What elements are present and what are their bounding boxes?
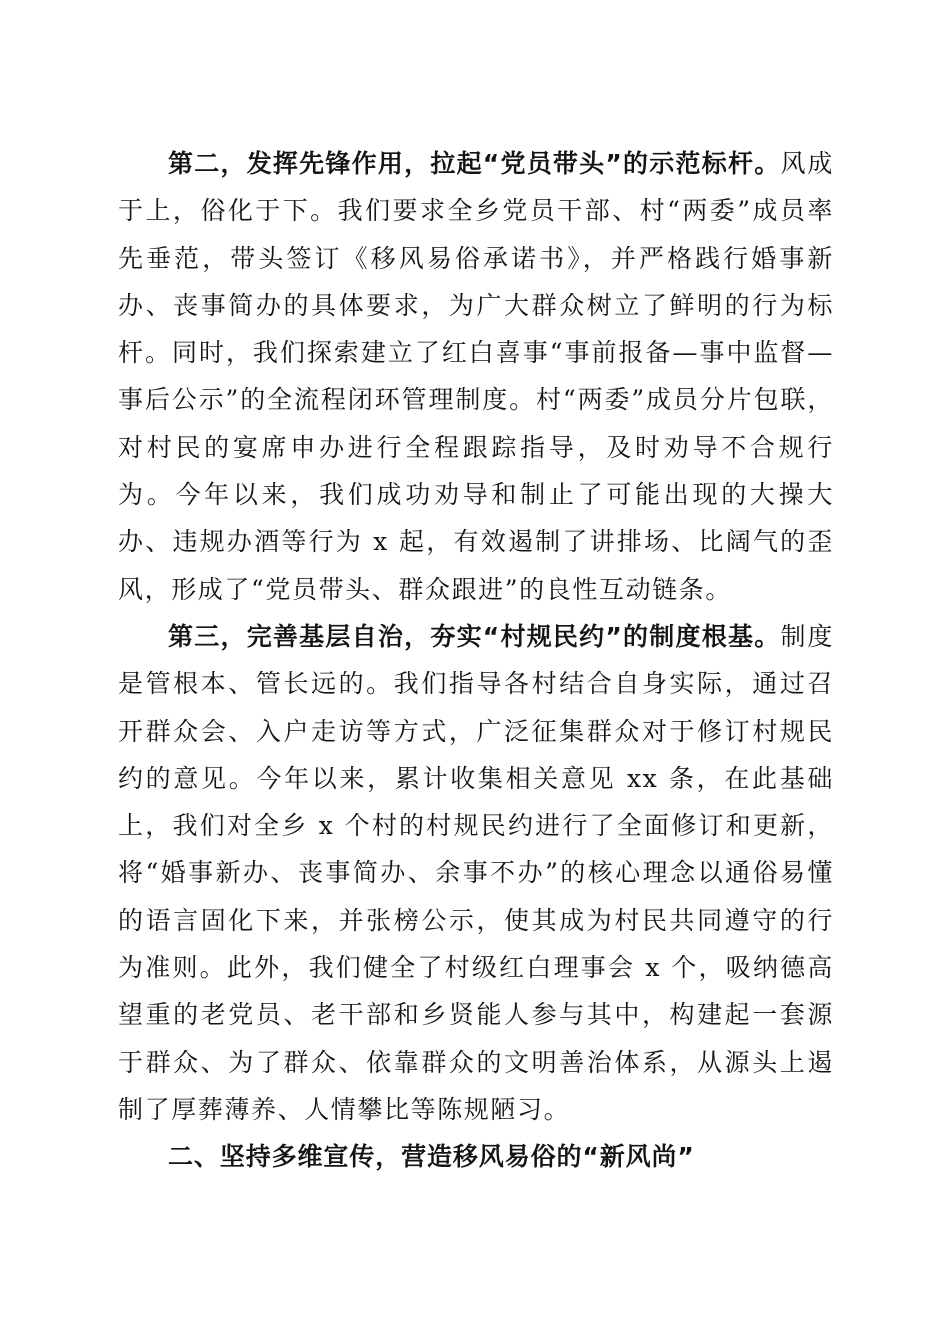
paragraph-lead-text: 第三，完善基层自治，夯实“村规民约”的制度根基。 bbox=[168, 621, 781, 651]
paragraph-body-text: 风成于上，俗化于下。我们要求全乡党员干部、村“两委”成员率先垂范，带头签订《移风易俗承诺书》，并严格践行婚事新办、丧事简办的具体要求，为广大群众树立了鲜明的行为标杆。同时，我们探索建立了红白喜事“事前报备—事中监督—事后公示”的全流程闭环管理制度。村“两委”成员分片包联，对村民的宴席申办进行全程跟踪指导，及时劝导不合规行为。今年以来，我们成功劝导和制止了可能出现的大操大办、违规办酒等行为 x 起，有效遏制了讲排场、比阔气的歪风，形成了“党员带头、群众跟进”的良性互动链条。 bbox=[118, 149, 835, 604]
paragraph-lead-text: 第二，发挥先锋作用，拉起“党员带头”的示范标杆。 bbox=[168, 149, 781, 178]
document-body bbox=[118, 140, 834, 1181]
paragraph-body-text: 制度是管根本、管长远的。我们指导各村结合自身实际，通过召开群众会、入户走访等方式，广泛征集群众对于修订村规民约的意见。今年以来，累计收集相关意见 xx 条，在此基础上，我们对全乡 x 个村的村规民约进行了全面修订和更新，将“婚事新办、丧事简办、余事不办”的核心理念以通俗易懂的语言固化下来，并张榜公示，使其成为村民共同遵守的行为准则。此外，我们健全了村级红白理事会 x 个，吸纳德高望重的老党员、老干部和乡贤能人参与其中，构建起一套源于群众、为了群众、依靠群众的文明善治体系，从源头上遏制了厚葬薄养、人情攀比等陈规陋习。 bbox=[118, 621, 835, 1124]
paragraph-village-rules bbox=[118, 613, 834, 1133]
paragraph-party-members-lead bbox=[118, 140, 834, 613]
section-heading: 二、坚持多维宣传，营造移风易俗的“新风尚” bbox=[168, 1142, 695, 1172]
